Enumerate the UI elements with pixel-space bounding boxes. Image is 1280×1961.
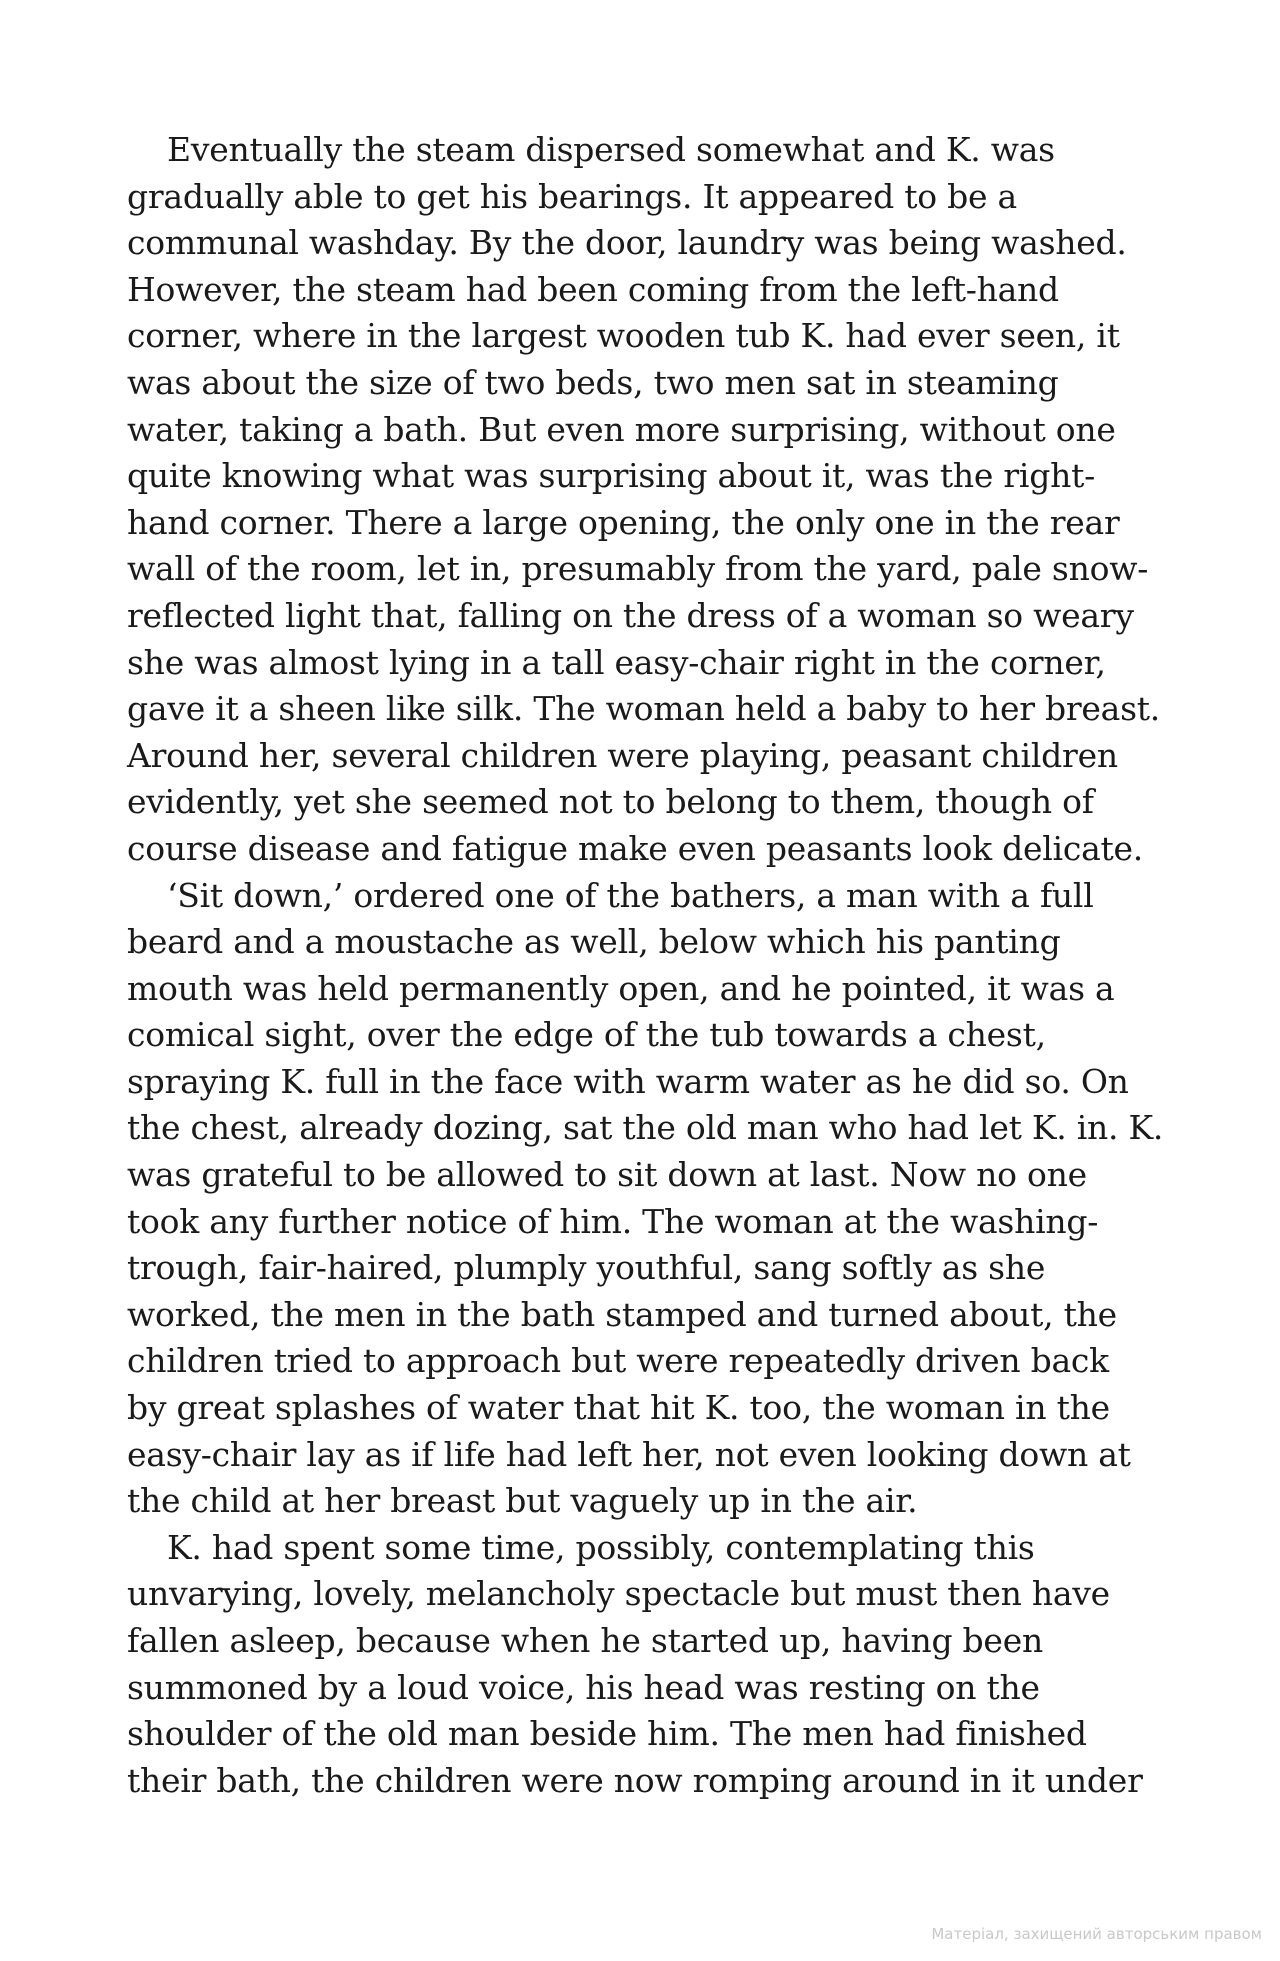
text-line: by great splashes of water that hit K. too, the woman in the — [127, 1388, 1110, 1428]
text-line: corner, where in the largest wooden tub K. had ever seen, it — [127, 316, 1120, 356]
text-line: Eventually the steam dispersed somewhat and K. was — [167, 130, 1055, 169]
text-line: However, the steam had been coming from the left-hand — [127, 269, 1059, 309]
book-page — [127, 127, 1167, 1804]
text-line: unvarying, lovely, melancholy spectacle but must then have — [127, 1574, 1110, 1614]
text-line: their bath, the children were now romping around in it under — [127, 1760, 1143, 1800]
text-line: reflected light that, falling on the dress of a woman so weary — [127, 595, 1134, 635]
text-line: was grateful to be allowed to sit down at last. Now no one — [127, 1155, 1087, 1195]
text-line: easy-chair lay as if life had left her, not even looking down at — [127, 1434, 1131, 1474]
text-line: the child at her breast but vaguely up in the air. — [127, 1481, 918, 1521]
text-line: fallen asleep, because when he started up, having been — [127, 1621, 1043, 1660]
text-line: shoulder of the old man beside him. The men had finished — [127, 1714, 1087, 1754]
text-line: took any further notice of him. The woman at the washing- — [127, 1201, 1099, 1241]
text-line: communal washday. By the door, laundry was being washed. — [127, 223, 1127, 263]
text-line: was about the size of two beds, two men sat in steaming — [127, 362, 1059, 402]
text-line: comical sight, over the edge of the tub towards a chest, — [127, 1015, 1046, 1055]
text-line: evidently, yet she seemed not to belong to them, though of — [127, 782, 1094, 822]
text-line: trough, fair-haired, plumply youthful, sang softly as she — [127, 1248, 1046, 1288]
text-line: the chest, already dozing, sat the old man who had let K. in. K. — [127, 1108, 1164, 1148]
text-line: hand corner. There a large opening, the only one in the rear — [127, 502, 1120, 542]
text-line: water, taking a bath. But even more surprising, without one — [127, 409, 1116, 449]
paragraph-1 — [127, 127, 1167, 873]
text-line: K. had spent some time, possibly, contemplating this — [167, 1527, 1035, 1567]
text-line: summoned by a loud voice, his head was resting on the — [127, 1667, 1040, 1707]
text-line: spraying K. full in the face with warm water as he did so. On — [127, 1061, 1129, 1101]
copyright-watermark: Матеріал, захищений авторським правом — [931, 1925, 1262, 1943]
text-line: gave it a sheen like silk. The woman held a baby to her breast. — [127, 689, 1161, 729]
text-line: ‘Sit down,’ ordered one of the bathers, a man with a full — [167, 875, 1094, 915]
paragraph-3 — [127, 1525, 1167, 1805]
text-line: quite knowing what was surprising about it, was the right- — [127, 456, 1096, 496]
text-line: mouth was held permanently open, and he pointed, it was a — [127, 968, 1115, 1008]
text-line: gradually able to get his bearings. It appeared to be a — [127, 176, 1017, 216]
text-line: course disease and fatigue make even peasants look delicate. — [127, 828, 1144, 868]
text-line: wall of the room, let in, presumably from the yard, pale snow- — [127, 549, 1149, 589]
text-line: beard and a moustache as well, below which his panting — [127, 922, 1061, 962]
text-line: Around her, several children were playing, peasant children — [127, 735, 1118, 775]
paragraph-2 — [127, 873, 1167, 1525]
text-line: children tried to approach but were repeatedly driven back — [127, 1341, 1109, 1381]
text-line: worked, the men in the bath stamped and turned about, the — [127, 1294, 1117, 1334]
text-line: she was almost lying in a tall easy-chair right in the corner, — [127, 642, 1106, 682]
